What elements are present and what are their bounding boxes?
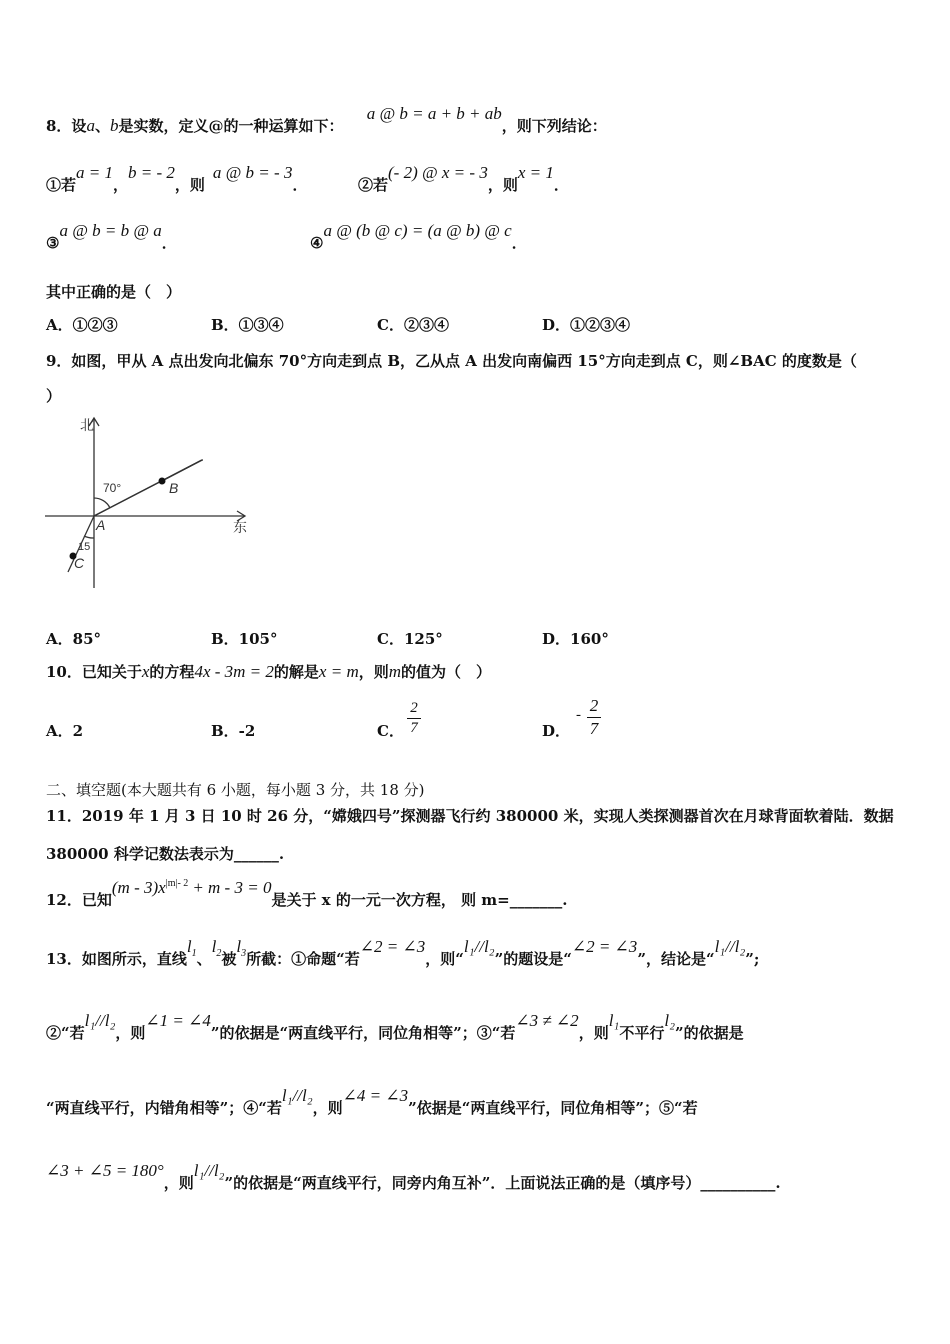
angle-70-arc: [94, 498, 110, 508]
q13-l1-parallel2: l₁//l₂: [714, 937, 746, 956]
q13-l3-parallel: l₁//l₂: [281, 1086, 313, 1105]
angle-70-label: 70°: [103, 481, 122, 495]
q13-l4-parallel: l₁//l₂: [193, 1161, 225, 1180]
q13-l3-end: ”依据是“两直线平行，同位角相等”；⑤“若: [408, 1099, 698, 1117]
q13-l2-parallel: l₁//l₂: [84, 1011, 116, 1030]
q13-l1-angle2: ∠2 = ∠3: [571, 937, 638, 956]
q13-l2-l2: l₂: [664, 1011, 675, 1030]
q10-mid2: 的解是: [273, 663, 319, 681]
q10-optd-sign: -: [576, 707, 581, 723]
angle-15-label: 15: [78, 541, 91, 553]
q10-option-b[interactable]: B．-2: [211, 722, 256, 740]
q12-pre: 12．已知: [46, 891, 112, 909]
q8-c2-mark: ②若: [358, 176, 389, 194]
q13-l1-line1: [186, 937, 197, 959]
q10-pre: 10．已知关于: [46, 663, 142, 681]
q10-mid1: 的方程: [149, 663, 195, 681]
q8-sep: 、: [94, 117, 110, 135]
q8-c4-end: ．: [511, 234, 527, 252]
point-a-label: A: [96, 517, 106, 533]
q8-c1-then: ，则: [174, 176, 205, 194]
q13-l1-by: 被: [221, 950, 237, 968]
q8-conclusion-2: [358, 163, 569, 195]
q8-c3-mark: ③: [46, 234, 60, 252]
q8-option-c[interactable]: C．②③④: [377, 316, 449, 334]
q8-c1-end: ．: [292, 176, 308, 194]
q8-c1-mark: ①若: [46, 176, 77, 194]
q8-conclusion-4: [310, 221, 527, 253]
q10-equation: 4x - 3m = 2: [194, 662, 274, 681]
q10-option-c[interactable]: C．: [377, 722, 404, 740]
q8-c4-math: a @ (b @ c) = (a @ b) @ c: [323, 221, 512, 240]
q13-line2: [46, 1011, 744, 1043]
q8-option-d[interactable]: D．①②③④: [542, 316, 631, 334]
q13-l4-then: ，则: [163, 1174, 194, 1192]
q8-option-a[interactable]: A．①②③: [46, 316, 118, 334]
q11-line2: 380000 科学记数法表示为______.: [46, 845, 285, 863]
q13-l1-angle: ∠2 = ∠3: [359, 937, 426, 956]
q13-l2-end: ”的依据是: [675, 1024, 744, 1042]
q13-l1-pre: 13．如图所示，直线: [46, 950, 187, 968]
q13-l1-line3-sub: 3: [241, 948, 247, 959]
q8-var-a: a: [86, 116, 95, 135]
q10-post: 的值为（ ）: [401, 663, 492, 681]
q13-l3-angle: ∠4 = ∠3: [342, 1086, 409, 1105]
q8-c1-comma: ，: [113, 176, 129, 194]
q8-c3-math: a @ b = b @ a: [59, 221, 162, 240]
q13-line4: [46, 1161, 781, 1193]
q12-equation: [112, 878, 272, 897]
q13-l1-line2-l: l: [211, 937, 217, 956]
q8-stem-text: 8．设: [46, 117, 87, 135]
q9-direction-figure: [40, 410, 270, 590]
q13-l2-l1: l₁: [608, 1011, 620, 1030]
q10-var-m: m: [388, 662, 402, 681]
section-2-heading: 二、填空题(本大题共有 6 小题，每小题 3 分，共 18 分): [46, 781, 425, 799]
q10-var-x: x: [141, 662, 150, 681]
q8-c1-math3: a @ b = - 3: [212, 163, 293, 182]
point-c-label: C: [74, 555, 85, 571]
q13-l1-line2: [211, 937, 222, 959]
north-label: 北: [80, 417, 94, 433]
q13-l2-then: ，则: [115, 1024, 146, 1042]
q12-exponent: |m|- 2: [165, 878, 189, 889]
q10-option-d[interactable]: D．: [542, 722, 571, 740]
q8-stem-post: ，则下列结论：: [501, 117, 607, 135]
q11-line1: 11．2019 年 1 月 3 日 10 时 26 分，“嫦娥四号”探测器飞行约 380000 米，实现人类探测器首次在月球背面软着陆．数据: [46, 807, 894, 825]
q8-c2-math1: (- 2) @ x = - 3: [388, 163, 488, 182]
q12-stem: [46, 878, 568, 910]
q13-l2-pre: ②“若: [46, 1024, 85, 1042]
q10-optd-fraction-bar: [587, 717, 601, 718]
q13-l2-neq: ∠3 ≠ ∠2: [515, 1011, 579, 1030]
q9-option-a[interactable]: A．85°: [46, 630, 102, 648]
q12-post: 是关于 x 的一元一次方程， 则 m=_______.: [271, 891, 568, 909]
q13-l2-then2: ，则: [578, 1024, 609, 1042]
point-b-dot: [159, 478, 166, 485]
q13-l1-parallel1: l₁//l₂: [463, 937, 495, 956]
q10-option-a[interactable]: A．2: [46, 722, 84, 740]
q9-option-c[interactable]: C．125°: [377, 630, 443, 648]
q13-l1-sep: 、: [196, 950, 212, 968]
q10-optc-fraction-bar: [407, 718, 421, 719]
q13-l2-not-parallel: 不平行: [619, 1024, 665, 1042]
q13-l1-cut: 所截：①命题“若: [246, 950, 360, 968]
q10-optd-denominator: 7: [589, 719, 599, 738]
q10-mid3: ，则: [358, 663, 389, 681]
q13-l1-then: ，则“: [425, 950, 464, 968]
q9-option-d[interactable]: D．160°: [542, 630, 609, 648]
q13-line1: [46, 937, 760, 969]
q13-l1-conclusion: ”，结论是“: [637, 950, 715, 968]
q9-stem-close: ）: [46, 387, 62, 405]
q8-option-b[interactable]: B．①③④: [211, 316, 284, 334]
q8-c2-then: ，则: [487, 176, 518, 194]
q13-l1-condition: ”的题设是“: [494, 950, 572, 968]
q13-l3-pre: “两直线平行，内错角相等”；④“若: [46, 1099, 282, 1117]
q10-optc-denominator: 7: [410, 720, 418, 736]
q8-ask: 其中正确的是（ ）: [46, 283, 182, 301]
q10-solution: x = m: [318, 662, 359, 681]
q12-eq-part1: (m - 3)x: [111, 878, 166, 897]
q13-l1-line1-l: l: [186, 937, 192, 956]
q8-stem-mid: 是实数，定义@的一种运算如下：: [118, 117, 344, 135]
q8-conclusion-3: [46, 221, 177, 253]
q8-c3-end: ．: [161, 234, 177, 252]
q13-l1-line1-sub: 1: [191, 948, 197, 959]
q10-optd-numerator: 2: [589, 696, 599, 715]
q13-l1-line3: [236, 937, 247, 959]
q13-l1-end: ”;: [745, 950, 760, 968]
q8-var-b: b: [109, 116, 119, 135]
east-label: 东: [233, 519, 247, 535]
q8-stem: [46, 104, 607, 136]
q8-conclusion-1: [46, 163, 308, 195]
angle-15-arc: [84, 536, 94, 538]
q10-stem: [46, 661, 491, 682]
q8-formula: a @ b = a + b + ab: [366, 104, 502, 123]
q8-c1-math2: b = - 2: [128, 163, 175, 182]
q12-eq-part2: + m - 3 = 0: [192, 878, 272, 897]
q10-optc-numerator: 2: [410, 700, 418, 716]
q9-stem: 9．如图，甲从 A 点出发向北偏东 70°方向走到点 B，乙从点 A 出发向南偏西 15°方向走到点 C，则∠BAC 的度数是（: [46, 352, 857, 370]
q13-l4-end: ”的依据是“两直线平行，同旁内角互补”．上面说法正确的是（填序号）__________.: [224, 1174, 781, 1192]
q8-c2-end: ．: [553, 176, 569, 194]
q13-l1-line2-sub: 2: [216, 948, 222, 959]
q13-l2-angle: ∠1 = ∠4: [145, 1011, 211, 1030]
q8-c2-math2: x = 1: [517, 163, 554, 182]
q13-l4-angle: ∠3 + ∠5 = 180°: [46, 1161, 164, 1180]
q13-line3: [46, 1086, 698, 1118]
q13-l2-basis: ”的依据是“两直线平行，同位角相等”；③“若: [210, 1024, 516, 1042]
q13-l1-line3-l: l: [236, 937, 242, 956]
q8-c4-mark: ④: [310, 234, 324, 252]
q8-c1-math1: a = 1: [76, 163, 113, 182]
point-b-label: B: [169, 480, 179, 496]
q13-l3-then: ，则: [312, 1099, 343, 1117]
q9-option-b[interactable]: B．105°: [211, 630, 278, 648]
